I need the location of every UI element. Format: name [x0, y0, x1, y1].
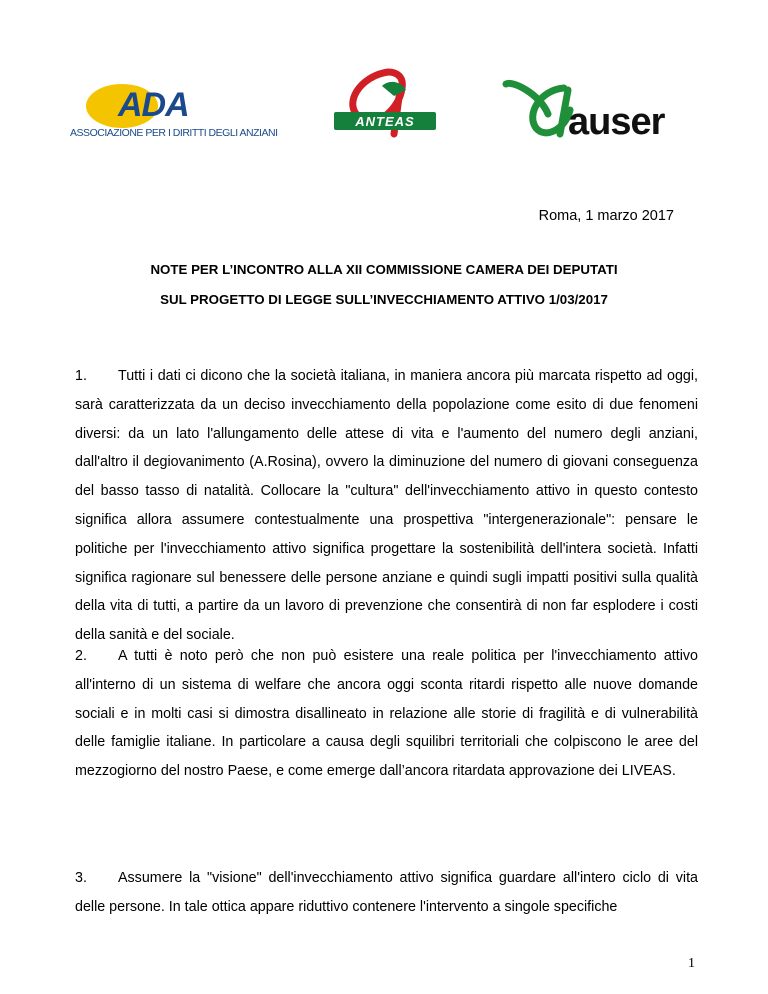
paragraph-text: A tutti è noto però che non può esistere una reale politica per l'invecchiamento attivo all'interno di un sistema di welfare che ancora oggi sconta ritardi rispetto alle nuove domande sociali e in molti casi si dimostra disallineato in relazione alle storie di fragilità e di vulnerabilità delle famiglie italiane. In particolare a causa degli squilibri territoriali che colpiscono le aree del mezzogiorno del nostro Paese, e come emerge dall’ancora ritardata approvazione dei LIVEAS. — [75, 648, 698, 780]
document-title-line-1: NOTE PER L’INCONTRO ALLA XII COMMISSIONE CAMERA DEI DEPUTATI — [150, 262, 618, 277]
paragraph-number: 3. — [75, 870, 87, 886]
ada-tagline: Associazione per i Diritti degli Anziani — [70, 127, 278, 139]
svg-text:ADA: ADA — [118, 86, 189, 124]
logo-bar — [0, 0, 768, 160]
paragraph-1 — [75, 362, 698, 650]
paragraph-number: 1. — [75, 368, 87, 384]
paragraph-text: Assumere la "visione" dell'invecchiamento attivo significa guardare all'intero ciclo di vita delle persone. In tale ottica appare riduttivo contenere l'intervento a singole specifiche — [75, 870, 698, 915]
document-date: Roma, 1 marzo 2017 — [538, 208, 674, 224]
ada-logo — [62, 80, 282, 142]
paragraph-2 — [75, 642, 698, 786]
paragraph-number: 2. — [75, 648, 87, 664]
paragraph-3 — [75, 864, 698, 922]
svg-text:auser: auser — [568, 101, 665, 143]
document-title-line-2: SUL PROGETTO DI LEGGE SULL’INVECCHIAMENTO ATTIVO 1/03/2017 — [160, 292, 608, 307]
page-number: 1 — [688, 956, 695, 971]
paragraph-text: Tutti i dati ci dicono che la società italiana, in maniera ancora più marcata rispetto ad oggi, sarà caratterizzata da un deciso invecchiamento della popolazione come esito di due fenomeni diversi: da un lato l'allungamento delle attese di vita e l'aumento del numero degli anziani, dall'altro il degiovanimento (A.Rosina), ovvero la diminuzione del numero di giovani conseguenza del basso tasso di natalità. Collocare la "cultura" dell'invecchiamento attivo in questo contesto significa allora assumere contestualmente una prospettiva "intergenerazionale": pensare le politiche per l'invecchiamento attivo significa progettare la sostenibilità dell'intera società. Infatti significa ragionare sul benessere delle persone anziane e quindi sugli impatti positivi sulla qualità della vita di tutti, a partire da un lavoro di prevenzione che consentirà di non far esplodere i costi della sanità e del sociale. — [75, 368, 698, 644]
auser-logo — [500, 74, 680, 146]
svg-text:ANTEAS: ANTEAS — [355, 114, 415, 129]
anteas-logo — [330, 68, 440, 144]
